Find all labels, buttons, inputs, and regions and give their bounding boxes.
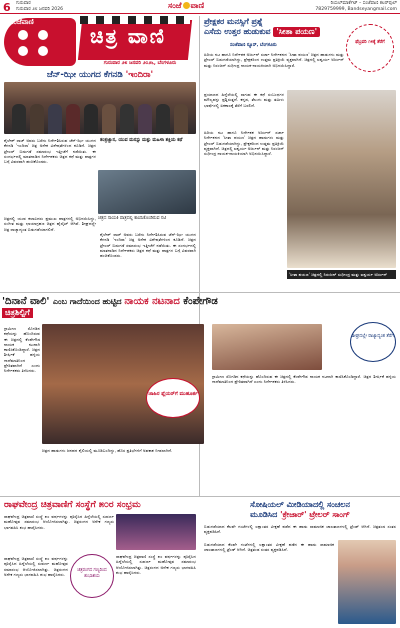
photo-caption: ಚಿತ್ರದ ನಾಯಕಿ ಪಾತ್ರದಲ್ಲಿ ಕಾಣಿಸಿಕೊಂಡಿರುವ ನಟಿ (98, 216, 167, 221)
pull-quote: ತಂತ್ರಜ್ಞಾನ, ಯುವ ಮನಸ್ಸು ಮತ್ತು ಮಹಿಳಾ ಶಕ್ತಿಯ ಕಥೆ (100, 138, 183, 143)
group-photo (4, 82, 196, 134)
callout-bubble: ಶೀಘ್ರದಲ್ಲೇ ರಾಜ್ಯಾದ್ಯಂತ ತೆರೆಗೆ (350, 322, 396, 362)
story-headline: 'ದಿನಾನೆ ವಾಲಿ' ಎಂಬ ಗಾದೆಯಿಂದ ಹುಟ್ಟಿದ ನಾಯಕ ನಟನಾದ ಕೆಂಪೇಗೌಡ ಚಿತ್ರಶಿಲ್ಪಿಗೆ (2, 296, 218, 317)
singer-photo (338, 540, 396, 624)
sticker-badge: ಜಾಹಿರ ಫ್ಲೆಯರ್‌ಗೆ ಮುಹೂರ್ತ (146, 378, 200, 418)
story-headline: ಸೋಷಿಯಲ್ ಮೀಡಿಯಾದಲ್ಲಿ ಸಂಚಲನ ಮೂಡಿಸಿದ 'ಕ್ರೇಜಾರ್' ಟ್ರೇಲರ್ ಸಾಂಗ್ (250, 500, 350, 519)
film-reel-icon: ಸಂಜೆವಾಣಿ (4, 18, 76, 66)
story-body: ಗ್ರಾಮೀಣ ಸೊಗಡಿನ ಕಥೆಯನ್ನು ಹೊಂದಿರುವ ಈ ಚಿತ್ರದಲ್ಲಿ ಕೆಂಪೇಗೌಡ ನಾಯಕ ನಟನಾಗಿ ಕಾಣಿಸಿಕೊಂಡಿದ್ದಾರೆ. ಚಿತ್ರದ ಶೀರ್ಷಿಕೆ ಹಳ್ಳಿಯ ಗಾದೆಮಾತಿನಿಂದ ಪ್ರೇರಿತವಾಗಿದೆ ಎಂದು ನಿರ್ದೇಶಕರು ತಿಳಿಸಿದರು. (212, 374, 396, 385)
story-body: ಚಿತ್ರದ ಹಾಡುಗಳು ಜನಪದ ಶೈಲಿಯಲ್ಲಿ ಮೂಡಿಬಂದಿದ್ದು, ಹೊಸ ಪ್ರತಿಭೆಗಳಿಗೆ ಅವಕಾಶ ನೀಡಲಾಗಿದೆ. (42, 448, 173, 453)
story-body: ರಾಘವೇಂದ್ರ ಚಿತ್ರವಾಣಿ ಸಂಸ್ಥೆ ೫೦ ವರ್ಷಗಳನ್ನು ಪೂರೈಸಿದ ಹಿನ್ನೆಲೆಯಲ್ಲಿ ಸುವರ್ಣ ಮಹೋತ್ಸವ ಸಮಾರಂಭ ಆಯೋಜಿಸಲಾಗಿತ್ತು. ಚಿತ್ರರಂಗದ ಅನೇಕ ಗಣ್ಯರು ಭಾಗವಹಿಸಿ ಶುಭ ಹಾರೈಸಿದರು. (4, 556, 68, 577)
story-body: ಗ್ರಾಮೀಣ ಸೊಗಡಿನ ಕಥೆಯನ್ನು ಹೊಂದಿರುವ ಈ ಚಿತ್ರದಲ್ಲಿ ಕೆಂಪೇಗೌಡ ನಾಯಕ ನಟನಾಗಿ ಕಾಣಿಸಿಕೊಂಡಿದ್ದಾರೆ. ಚಿತ್ರದ ಶೀರ್ಷಿಕೆ ಹಳ್ಳಿಯ ಗಾದೆಮಾತಿನಿಂದ ಪ್ರೇರಿತವಾಗಿದೆ ಎಂದು ನಿರ್ದೇಶಕರು ತಿಳಿಸಿದರು. (4, 326, 40, 374)
release-badge: ಫೆಬ್ರವರಿ ೧೪ಕ್ಕೆ ತೆರೆಗೆ (346, 24, 394, 72)
portrait-photo (98, 170, 196, 214)
issue-date: ಗುರುವಾರ ೨೮ ಜನವರಿ ೨೦೨೬, ಬೆಂಗಳೂರು (103, 60, 177, 66)
callout-bubble: ಚಿತ್ರರಂಗದ ಗಣ್ಯರಿಂದ ಶುಭಾಶಯ (70, 554, 114, 598)
story-body: ಚಿತ್ರದಲ್ಲಿ ಯುವ ಕಲಾವಿದರು ಪ್ರಮುಖ ಪಾತ್ರಗಳಲ್ಲಿ ಅಭಿನಯಿಸಿದ್ದು, ಸಂಗೀತ ಮತ್ತು ಛಾಯಾಗ್ರಹಣ ಚಿತ್ರದ ಹೈಲೈಟ್ ಆಗಿವೆ. ಶೀಘ್ರದಲ್ಲೇ ಚಿತ್ರ ರಾಜ್ಯಾದ್ಯಂತ ಬಿಡುಗಡೆಯಾಗಲಿದೆ. (4, 216, 96, 232)
header-contact: ರಿಯಲ್‌ಮಾರ್ಕೆಟ್ – ಸಂಜೆವಾಣಿ ಕಲರ್‌ಫುಲ್ 7829759999, Bandseyangmail.com (315, 1, 397, 12)
header-date: ಗುರುವಾರ ಗುರುವಾರ ೨೮ ಜನವರಿ 2026 (16, 1, 64, 12)
section-title: ಚಿತ್ರ ವಾಣಿ (90, 24, 166, 48)
actress-photo (212, 324, 322, 370)
story-body: ಪ್ರಯಾಣದ ಹಿನ್ನೆಲೆಯಲ್ಲಿ ಸಾಗುವ ಈ ಕಥೆ ಸಂಬಂಧಗಳ ಮೌಲ್ಯವನ್ನು ಪ್ರಶ್ನಿಸುತ್ತದೆ. ಕನ್ನಡ, ತೆಲುಗು ಮತ್ತು ತಮಿಳು ಭಾಷೆಗಳಲ್ಲಿ ಏಕಕಾಲಕ್ಕೆ ತೆರೆಗೆ ಬರಲಿದೆ. (204, 92, 284, 108)
page-number: 6 (3, 1, 11, 14)
page-header (0, 0, 400, 14)
story-body: ಶೈಲೇಶ್ ರಾಜ್ ಅವರು ಬರೆದು ನಿರ್ದೇಶಿಸಿರುವ ಜೆನ್-ಝೀ ಯುಗದ ಕೆಗನಡಿ 'ಇಂದಿರಾ' ಚಿತ್ರ ಅನೇಕ ವಿಶೇಷತೆಗಳಿಂದ ಕೂಡಿದೆ. ಚಿತ್ರದ ಟ್ರೇಲರ್ ಬಿಡುಗಡೆ ಸಮಾರಂಭ ಇತ್ತೀಚೆಗೆ ನಡೆಯಿತು. ಈ ಸಂದರ್ಭದಲ್ಲಿ ಮಾತನಾಡಿದ ನಿರ್ದೇಶಕರು ಚಿತ್ರದ ಕಥೆ ಮತ್ತು ಪಾತ್ರಗಳ ಬಗ್ಗೆ ವಿವರವಾಗಿ ಹಂಚಿಕೊಂಡರು. (100, 232, 196, 259)
event-photo (116, 514, 196, 550)
photo-caption: 'ಸೀತಾ ಪಯಣ' ಚಿತ್ರದಲ್ಲಿ ನಿರಂಜನ್ ಸುಧೀಂದ್ರ ಮತ್ತು ಐಶ್ವರ್ಯ ಅರ್ಜುನ್ (287, 270, 396, 279)
story-headline: ಜೆನ್-ಝೀ ಯುಗದ ಕೆಗನಡಿ 'ಇಂದಿರಾ' (46, 70, 154, 80)
couple-photo (287, 90, 396, 268)
story-body: ಶೈಲೇಶ್ ರಾಜ್ ಅವರು ಬರೆದು ನಿರ್ದೇಶಿಸಿರುವ ಜೆನ್-ಝೀ ಯುಗದ ಕೆಗನಡಿ 'ಇಂದಿರಾ' ಚಿತ್ರ ಅನೇಕ ವಿಶೇಷತೆಗಳಿಂದ ಕೂಡಿದೆ. ಚಿತ್ರದ ಟ್ರೇಲರ್ ಬಿಡುಗಡೆ ಸಮಾರಂಭ ಇತ್ತೀಚೆಗೆ ನಡೆಯಿತು. ಈ ಸಂದರ್ಭದಲ್ಲಿ ಮಾತನಾಡಿದ ನಿರ್ದೇಶಕರು ಚಿತ್ರದ ಕಥೆ ಮತ್ತು ಪಾತ್ರಗಳ ಬಗ್ಗೆ ವಿವರವಾಗಿ ಹಂಚಿಕೊಂಡರು. (4, 138, 96, 165)
story-body: ರಾಘವೇಂದ್ರ ಚಿತ್ರವಾಣಿ ಸಂಸ್ಥೆ ೫೦ ವರ್ಷಗಳನ್ನು ಪೂರೈಸಿದ ಹಿನ್ನೆಲೆಯಲ್ಲಿ ಸುವರ್ಣ ಮಹೋತ್ಸವ ಸಮಾರಂಭ ಆಯೋಜಿಸಲಾಗಿತ್ತು. ಚಿತ್ರರಂಗದ ಅನೇಕ ಗಣ್ಯರು ಭಾಗವಹಿಸಿ ಶುಭ ಹಾರೈಸಿದರು. (116, 554, 196, 575)
chitravani-logo (2, 16, 196, 68)
story-body: ಹಿರಿಯ ನಟ ಹಾಗೂ ನಿರ್ದೇಶಕ ಅರ್ಜುನ್ ಸರ್ಜಾ ನಿರ್ದೇಶನದ 'ಸೀತಾ ಪಯಣ' ಚಿತ್ರದ ಹಾಡುಗಳು ಮತ್ತು ಟ್ರೇಲರ್ ಬಿಡುಗಡೆಯಾಗಿದ್ದು, ಪ್ರೇಕ್ಷಕರಿಂದ ಉತ್ತಮ ಪ್ರತಿಕ್ರಿಯೆ ವ್ಯಕ್ತವಾಗಿದೆ. ಚಿತ್ರದಲ್ಲಿ ಐಶ್ವರ್ಯ ಅರ್ಜುನ್ ಮತ್ತು ನಿರಂಜನ್ ಸುಧೀಂದ್ರ ನಾಯಕ-ನಾಯಕಿಯಾಗಿ ಅಭಿನಯಿಸಿದ್ದಾರೆ. (204, 130, 284, 157)
sun-icon (183, 2, 190, 9)
story-body: ಬಿಡುಗಡೆಯಾದ ಕೆಲವೇ ಗಂಟೆಗಳಲ್ಲಿ ಲಕ್ಷಾಂತರ ವೀಕ್ಷಣೆ ಪಡೆದ ಈ ಹಾಡು ಸಾಮಾಜಿಕ ಜಾಲತಾಣಗಳಲ್ಲಿ ಟ್ರೆಂಡ್ ಆಗಿದೆ. ಚಿತ್ರತಂಡ ಸಂತಸ ವ್ಯಕ್ತಪಡಿಸಿದೆ. (204, 524, 396, 535)
story-body: ಬಿಡುಗಡೆಯಾದ ಕೆಲವೇ ಗಂಟೆಗಳಲ್ಲಿ ಲಕ್ಷಾಂತರ ವೀಕ್ಷಣೆ ಪಡೆದ ಈ ಹಾಡು ಸಾಮಾಜಿಕ ಜಾಲತಾಣಗಳಲ್ಲಿ ಟ್ರೆಂಡ್ ಆಗಿದೆ. ಚಿತ್ರತಂಡ ಸಂತಸ ವ್ಯಕ್ತಪಡಿಸಿದೆ. (204, 542, 334, 553)
masthead: ಸಂಜೆ ವಾಣಿ (168, 1, 205, 10)
story-body: ರಾಘವೇಂದ್ರ ಚಿತ್ರವಾಣಿ ಸಂಸ್ಥೆ ೫೦ ವರ್ಷಗಳನ್ನು ಪೂರೈಸಿದ ಹಿನ್ನೆಲೆಯಲ್ಲಿ ಸುವರ್ಣ ಮಹೋತ್ಸವ ಸಮಾರಂಭ ಆಯೋಜಿಸಲಾಗಿತ್ತು. ಚಿತ್ರರಂಗದ ಅನೇಕ ಗಣ್ಯರು ಭಾಗವಹಿಸಿ ಶುಭ ಹಾರೈಸಿದರು. (4, 514, 114, 530)
byline: ಸಂಜೆವಾಣಿ ನ್ಯೂಸ್, ಬೆಂಗಳೂರು (230, 43, 277, 48)
story-body: ಹಿರಿಯ ನಟ ಹಾಗೂ ನಿರ್ದೇಶಕ ಅರ್ಜುನ್ ಸರ್ಜಾ ನಿರ್ದೇಶನದ 'ಸೀತಾ ಪಯಣ' ಚಿತ್ರದ ಹಾಡುಗಳು ಮತ್ತು ಟ್ರೇಲರ್ ಬಿಡುಗಡೆಯಾಗಿದ್ದು, ಪ್ರೇಕ್ಷಕರಿಂದ ಉತ್ತಮ ಪ್ರತಿಕ್ರಿಯೆ ವ್ಯಕ್ತವಾಗಿದೆ. ಚಿತ್ರದಲ್ಲಿ ಐಶ್ವರ್ಯ ಅರ್ಜುನ್ ಮತ್ತು ನಿರಂಜನ್ ಸುಧೀಂದ್ರ ನಾಯಕ-ನಾಯಕಿಯಾಗಿ ಅಭಿನಯಿಸಿದ್ದಾರೆ. (204, 52, 344, 68)
story-headline: ರಾಘವೇಂದ್ರ ಚಿತ್ರವಾಣಿಗೆ ಸಂಸ್ಥೆಗೆ ೫೦ರ ಸಂಭ್ರಮ (4, 500, 141, 510)
story-headline: ಪ್ರೇಕ್ಷಕರ ಮನಸ್ಸಿಗೆ ಪ್ರಶ್ನೆ ಎಸೆದು ಉತ್ತರ ಹುಡುಕುವ 'ಸೀತಾ ಪಯಣ' (204, 17, 396, 37)
